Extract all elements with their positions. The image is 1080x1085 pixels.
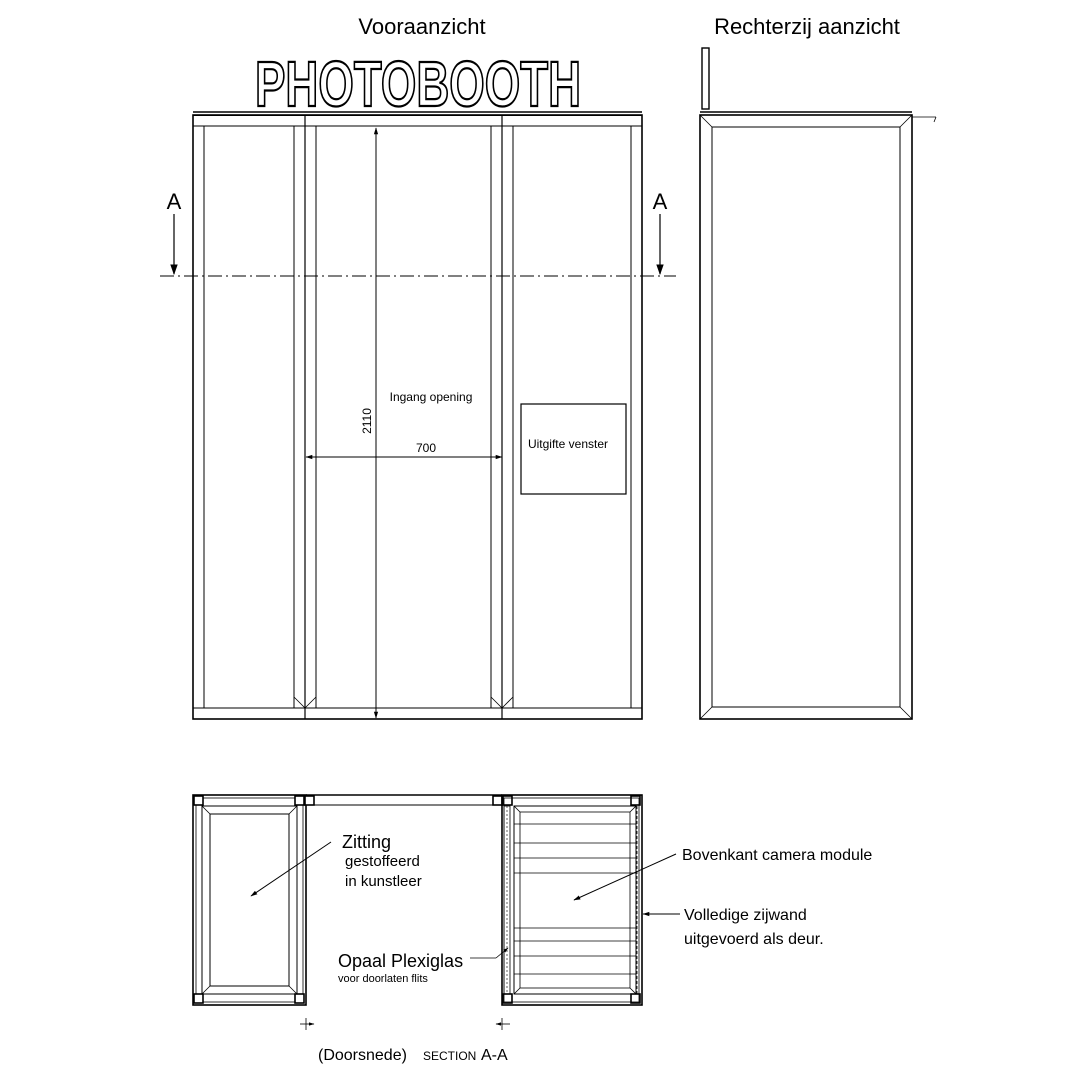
front-outer-frame — [193, 115, 642, 719]
section-caption-word: SECTION — [423, 1049, 477, 1063]
seat-label-material: in kunstleer — [345, 873, 422, 890]
plexiglas-panel — [504, 806, 510, 994]
side-sign-edge — [702, 48, 709, 109]
camera-module-label: Bovenkant camera module — [682, 847, 873, 864]
side-view — [700, 14, 936, 719]
corner-posts — [194, 796, 640, 1003]
plexi-sublabel: voor doorlaten flits — [338, 973, 428, 985]
seat-label-upholstered: gestoffeerd — [345, 853, 420, 870]
side-inner-panel — [712, 127, 900, 707]
section-view — [193, 795, 872, 1064]
width-dimension — [306, 441, 502, 457]
side-wall-label-door: uitgevoerd als deur. — [684, 931, 824, 948]
section-caption-id: A-A — [481, 1047, 508, 1064]
front-view-title: Vooraanzicht — [358, 14, 486, 39]
front-view — [160, 14, 676, 719]
section-caption — [318, 1047, 508, 1064]
photobooth-sign: PHOTOBOOTH — [255, 48, 581, 120]
side-outer-frame — [700, 115, 912, 719]
side-wall-label: Volledige zijwand — [684, 907, 807, 924]
height-dimension-label: 2110 — [360, 408, 374, 434]
side-view-title: Rechterzij aanzicht — [714, 14, 900, 39]
opening-ticks — [300, 1018, 510, 1030]
section-marker-left: A — [166, 189, 182, 214]
seat — [202, 806, 297, 994]
section-caption-prefix: (Doorsnede) — [318, 1047, 407, 1064]
section-cut-line — [160, 189, 676, 276]
height-dimension — [360, 128, 376, 718]
output-window-label: Uitgifte venster — [527, 437, 609, 451]
opening-label: Ingang opening — [389, 390, 473, 404]
width-dimension-label: 700 — [415, 441, 437, 455]
section-marker-right: A — [652, 189, 668, 214]
output-window — [521, 404, 626, 494]
seat-label: Zitting — [342, 832, 392, 852]
plexi-label: Opaal Plexiglas — [338, 951, 464, 971]
section-right-block — [502, 795, 642, 1005]
